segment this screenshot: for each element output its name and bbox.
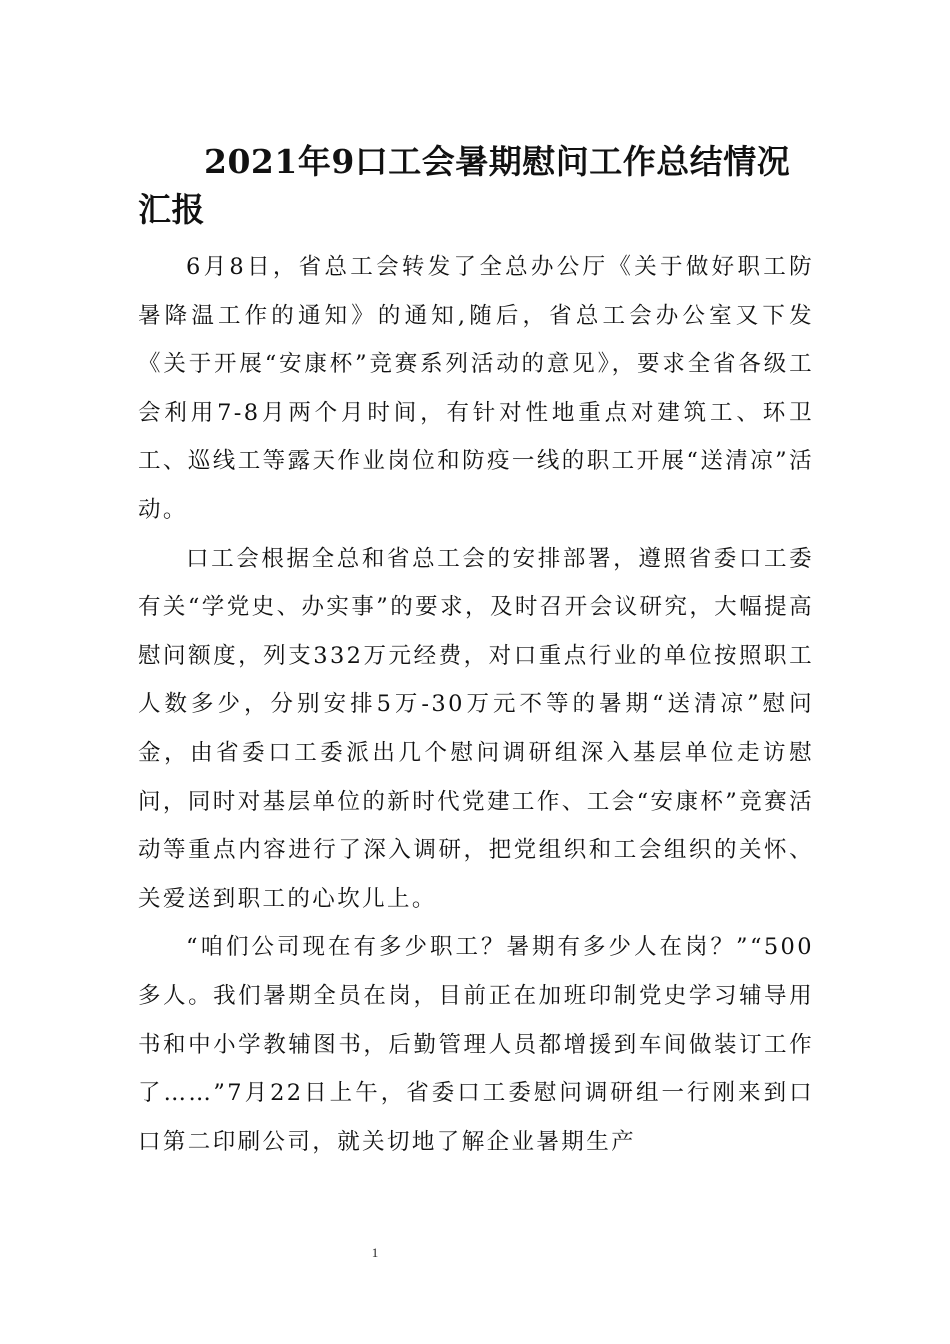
page-number: 1 xyxy=(371,1245,379,1260)
paragraph: 口工会根据全总和省总工会的安排部署，遵照省委口工委有关“学党史、办实事”的要求，及时召开会议研究，大幅提高慰问额度，列支332万元经费，对口重点行业的单位按照职工人数多少，分别安排5万-30万元不等的暑期“送清凉”慰问金，由省委口工委派出几个慰问调研组深入基层单位走访慰问，同时对基层单位的新时代党建工作、工会“安康杯”竞赛活动等重点内容进行了深入调研，把党组织和工会组织的关怀、关爱送到职工的心坎儿上。 xyxy=(138,545,814,912)
document-body xyxy=(138,243,814,1166)
document-title: 2021年9口工会暑期慰问工作总结情况汇报 xyxy=(138,142,791,229)
paragraph: 6月8日，省总工会转发了全总办公厅《关于做好职工防暑降温工作的通知》的通知,随后，省总工会办公室又下发《关于开展“安康杯”竞赛系列活动的意见》，要求全省各级工会利用7-8月两个月时间，有针对性地重点对建筑工、环卫工、巡线工等露天作业岗位和防疫一线的职工开展“送清凉”活动。 xyxy=(138,254,814,523)
paragraph: “咱们公司现在有多少职工？暑期有多少人在岗？”“500多人。我们暑期全员在岗，目前正在加班印制党史学习辅导用书和中小学教辅图书，后勤管理人员都增援到车间做装订工作了……”7月22日上午，省委口工委慰问调研组一行刚来到口口第二印刷公司，就关切地了解企业暑期生产 xyxy=(138,934,814,1155)
